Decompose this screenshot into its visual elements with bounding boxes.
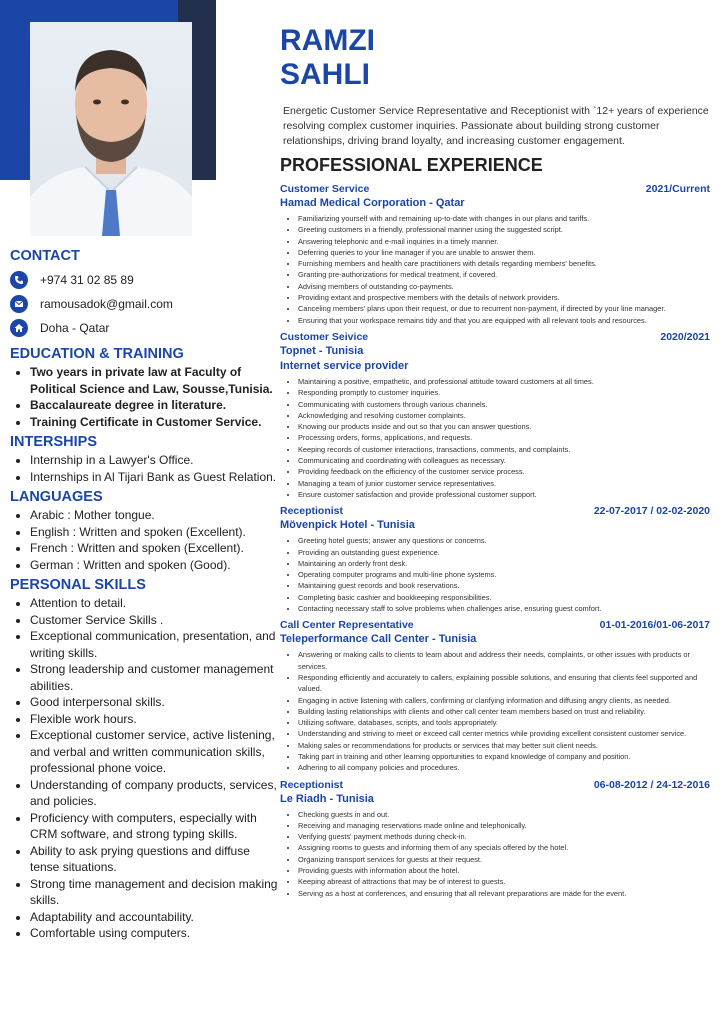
education-title: EDUCATION & TRAINING	[10, 346, 184, 362]
list-item: • Checking guests in and out.	[298, 809, 710, 820]
list-item: • Operating computer programs and multi-line phone systems.	[298, 569, 710, 580]
job-header	[280, 778, 710, 792]
list-item: • Maintaining an orderly front desk.	[298, 558, 710, 569]
profile-photo	[30, 22, 192, 236]
list-item: • Customer Service Skills .	[30, 612, 280, 629]
list-item: • Organizing transport services for guests at their request.	[298, 854, 710, 865]
list-item: • Ensuring that your workspace remains tidy and that you are equipped with all relevant tools and resources.	[298, 315, 710, 326]
list-item: • Making sales or recommendations for products or services that may better suit client needs.	[298, 740, 710, 751]
contact-list	[10, 268, 280, 340]
list-item: • Completing basic cashier and bookkeeping responsibilities.	[298, 592, 710, 603]
list-item: • Canceling members' plans upon their request, or due to recurrent non-payment, if directed by your line manager.	[298, 303, 710, 314]
experience-title: PROFESSIONAL EXPERIENCE	[280, 155, 543, 175]
list-item: • Furnishing members and health care practitioners with details regarding members' benefits.	[298, 258, 710, 269]
list-item: • Internships in Al Tijari Bank as Guest Relation.	[30, 469, 280, 486]
job-entry	[280, 778, 710, 899]
list-item: • Greeting customers in a friendly, professional manner using the suggested script.	[298, 224, 710, 235]
list-item: • Providing extant and prospective members with the details of network providers.	[298, 292, 710, 303]
list-item: • Taking part in training and other learning opportunities to expand knowledge of company and position.	[298, 751, 710, 762]
list-item: • Training Certificate in Customer Service.	[30, 414, 280, 431]
list-item: • Understanding and striving to meet or exceed call center metrics while providing excellent consistent customer service.	[298, 728, 710, 739]
list-item: • Maintaining a positive, empathetic, and professional attitude toward customers at all times.	[298, 376, 710, 387]
experience-list	[280, 182, 710, 899]
list-item: • Deferring queries to your line manager if you are unable to answer them.	[298, 247, 710, 258]
list-item: • Providing an outstanding guest experience.	[298, 547, 710, 558]
name-heading	[280, 24, 710, 92]
header-accent-bar-join	[158, 0, 178, 22]
list-item: • Providing feedback on the efficiency of the customer service process.	[298, 466, 710, 477]
list-item: • Advising members of outstanding co-payments.	[298, 281, 710, 292]
list-item: • Understanding of company products, services, and policies.	[30, 777, 280, 810]
contact-phone	[10, 268, 280, 292]
header-accent-column	[0, 0, 30, 180]
list-item: • Comfortable using computers.	[30, 925, 280, 942]
list-item: • Knowing our products inside and out so that you can answer questions.	[298, 421, 710, 432]
list-item: • Internship in a Lawyer's Office.	[30, 452, 280, 469]
list-item: • Granting pre-authorizations for medical treatment, if covered.	[298, 269, 710, 280]
list-item: • Two years in private law at Faculty of Political Science and Law, Sousse,Tunisia.	[30, 364, 280, 397]
job-entry	[280, 182, 710, 326]
job-dates: 22-07-2017 / 02-02-2020	[593, 505, 710, 518]
right-column	[280, 24, 710, 903]
job-duties	[280, 535, 710, 614]
list-item: • Strong leadership and customer management abilities.	[30, 661, 280, 694]
job-company: Mövenpick Hotel - Tunisia	[280, 519, 415, 532]
job-header	[280, 618, 710, 632]
list-item: • Proficiency with computers, especially with CRM software, and strong typing skills.	[30, 810, 280, 843]
list-item: • Assigning rooms to guests and informing them of any specials offered by the hotel.	[298, 842, 710, 853]
internships-title: INTERSHIPS	[10, 434, 98, 450]
contact-email	[10, 292, 280, 316]
job-company: Teleperformance Call Center - Tunisia	[280, 633, 477, 646]
first-name: RAMZI	[280, 24, 375, 57]
job-duties	[280, 809, 710, 899]
list-item: • Engaging in active listening with callers, confirming or clarifying information and diffusing angry clients, as needed.	[298, 695, 710, 706]
job-dates: 01-01-2016/01-06-2017	[599, 619, 710, 632]
list-item: • Managing a team of junior customer service representatives.	[298, 478, 710, 489]
profile-summary: Energetic Customer Service Representative and Receptionist with `12+ years of experience resolving complex customer inquiries. Passionate about building strong customer relationships, driving brand loyalty, and increasing customer engagement.	[283, 105, 709, 147]
job-dates: 2021/Current	[645, 183, 710, 195]
job-duties	[280, 213, 710, 326]
list-item: • Answering or making calls to clients to learn about and address their needs, complaints, or other issues with products or services.	[298, 649, 710, 672]
list-item: • Communicating and coordinating with colleagues as necessary.	[298, 455, 710, 466]
job-header	[280, 182, 710, 196]
email-icon	[10, 295, 28, 313]
job-entry	[280, 618, 710, 773]
languages-list	[10, 507, 280, 573]
list-item: • Processing orders, forms, applications, and requests.	[298, 432, 710, 443]
list-item: • Serving as a host at conferences, and ensuring that all relevant preparations are made for the event.	[298, 888, 710, 899]
last-name: SAHLI	[280, 58, 370, 91]
list-item: • Baccalaureate degree in literature.	[30, 397, 280, 414]
internships-list	[10, 452, 280, 485]
list-item: • Adaptability and accountability.	[30, 909, 280, 926]
list-item: • Providing guests with information about the hotel.	[298, 865, 710, 876]
list-item: • Answering telephonic and e-mail inquiries in a timely manner.	[298, 236, 710, 247]
job-dates: 06-08-2012 / 24-12-2016	[593, 778, 710, 791]
education-list	[10, 364, 280, 430]
list-item: • Strong time management and decision making skills.	[30, 876, 280, 909]
job-header	[280, 504, 710, 518]
list-item: • Greeting hotel guests; answer any questions or concerns.	[298, 535, 710, 546]
job-duties	[280, 649, 710, 773]
contact-title: CONTACT	[10, 248, 80, 264]
job-entry	[280, 330, 710, 500]
job-role: Receptionist	[280, 505, 344, 518]
list-item: • German : Written and spoken (Good).	[30, 557, 280, 574]
job-role: Call Center Representative	[280, 619, 414, 632]
list-item: • Ensure customer satisfaction and provide professional customer support.	[298, 489, 710, 500]
home-icon	[10, 319, 28, 337]
job-role: Customer Service	[280, 183, 370, 195]
list-item: • Exceptional communication, presentation, and writing skills.	[30, 628, 280, 661]
list-item: • Verifying guests' payment methods during check-in.	[298, 831, 710, 842]
job-role: Receptionist	[280, 778, 344, 791]
list-item: • Adhering to all company policies and procedures.	[298, 762, 710, 773]
list-item: • English : Written and spoken (Excellent).	[30, 524, 280, 541]
job-dates: 2020/2021	[660, 330, 710, 343]
phone-number: +974 31 02 85 89	[40, 273, 134, 287]
list-item: • Ability to ask prying questions and diffuse tense situations.	[30, 843, 280, 876]
job-role: Customer Seivice	[280, 330, 369, 343]
list-item: • French : Written and spoken (Excellent).	[30, 540, 280, 557]
list-item: • Building lasting relationships with clients and other call center team members based on trust and reliability.	[298, 706, 710, 717]
email-address: ramousadok@gmail.com	[40, 297, 173, 311]
list-item: • Flexible work hours.	[30, 711, 280, 728]
list-item: • Responding efficiently and accurately to callers, explaining possible solutions, and ensuring that clients feel supported and valued.	[298, 672, 710, 695]
contact-address	[10, 316, 280, 340]
list-item: • Communicating with customers through various channels.	[298, 399, 710, 410]
job-company: Topnet - Tunisia Internet service provider	[280, 344, 409, 372]
job-header	[280, 330, 710, 344]
address-text: Doha - Qatar	[40, 321, 110, 335]
job-duties	[280, 376, 710, 500]
list-item: • Maintaining guest records and book reservations.	[298, 580, 710, 591]
list-item: • Familiarizing yourself with and remaining up-to-date with changes in our plans and tariffs.	[298, 213, 710, 224]
skills-title: PERSONAL SKILLS	[10, 577, 146, 593]
job-company: Hamad Medical Corporation - Qatar	[280, 197, 465, 209]
left-column	[10, 248, 280, 946]
list-item: • Attention to detail.	[30, 595, 280, 612]
list-item: • Receiving and managing reservations made online and telephonically.	[298, 820, 710, 831]
list-item: • Good interpersonal skills.	[30, 694, 280, 711]
list-item: • Acknowledging and resolving customer complaints.	[298, 410, 710, 421]
list-item: • Exceptional customer service, active listening, and verbal and written communication skills, professional phone voice.	[30, 727, 280, 777]
list-item: • Arabic : Mother tongue.	[30, 507, 280, 524]
list-item: • Contacting necessary staff to solve problems when challenges arise, ensuring guest comfort.	[298, 603, 710, 614]
languages-title: LANGUAGES	[10, 489, 103, 505]
job-entry	[280, 504, 710, 614]
list-item: • Keeping abreast of attractions that may be of interest to guests.	[298, 876, 710, 887]
job-company: Le Riadh - Tunisia	[280, 792, 374, 805]
phone-icon	[10, 271, 28, 289]
list-item: • Responding promptly to customer inquiries.	[298, 387, 710, 398]
list-item: • Keeping records of customer interactions, transactions, comments, and complaints.	[298, 444, 710, 455]
list-item: • Utilizing software, databases, scripts, and tools appropriately.	[298, 717, 710, 728]
skills-list	[10, 595, 280, 942]
